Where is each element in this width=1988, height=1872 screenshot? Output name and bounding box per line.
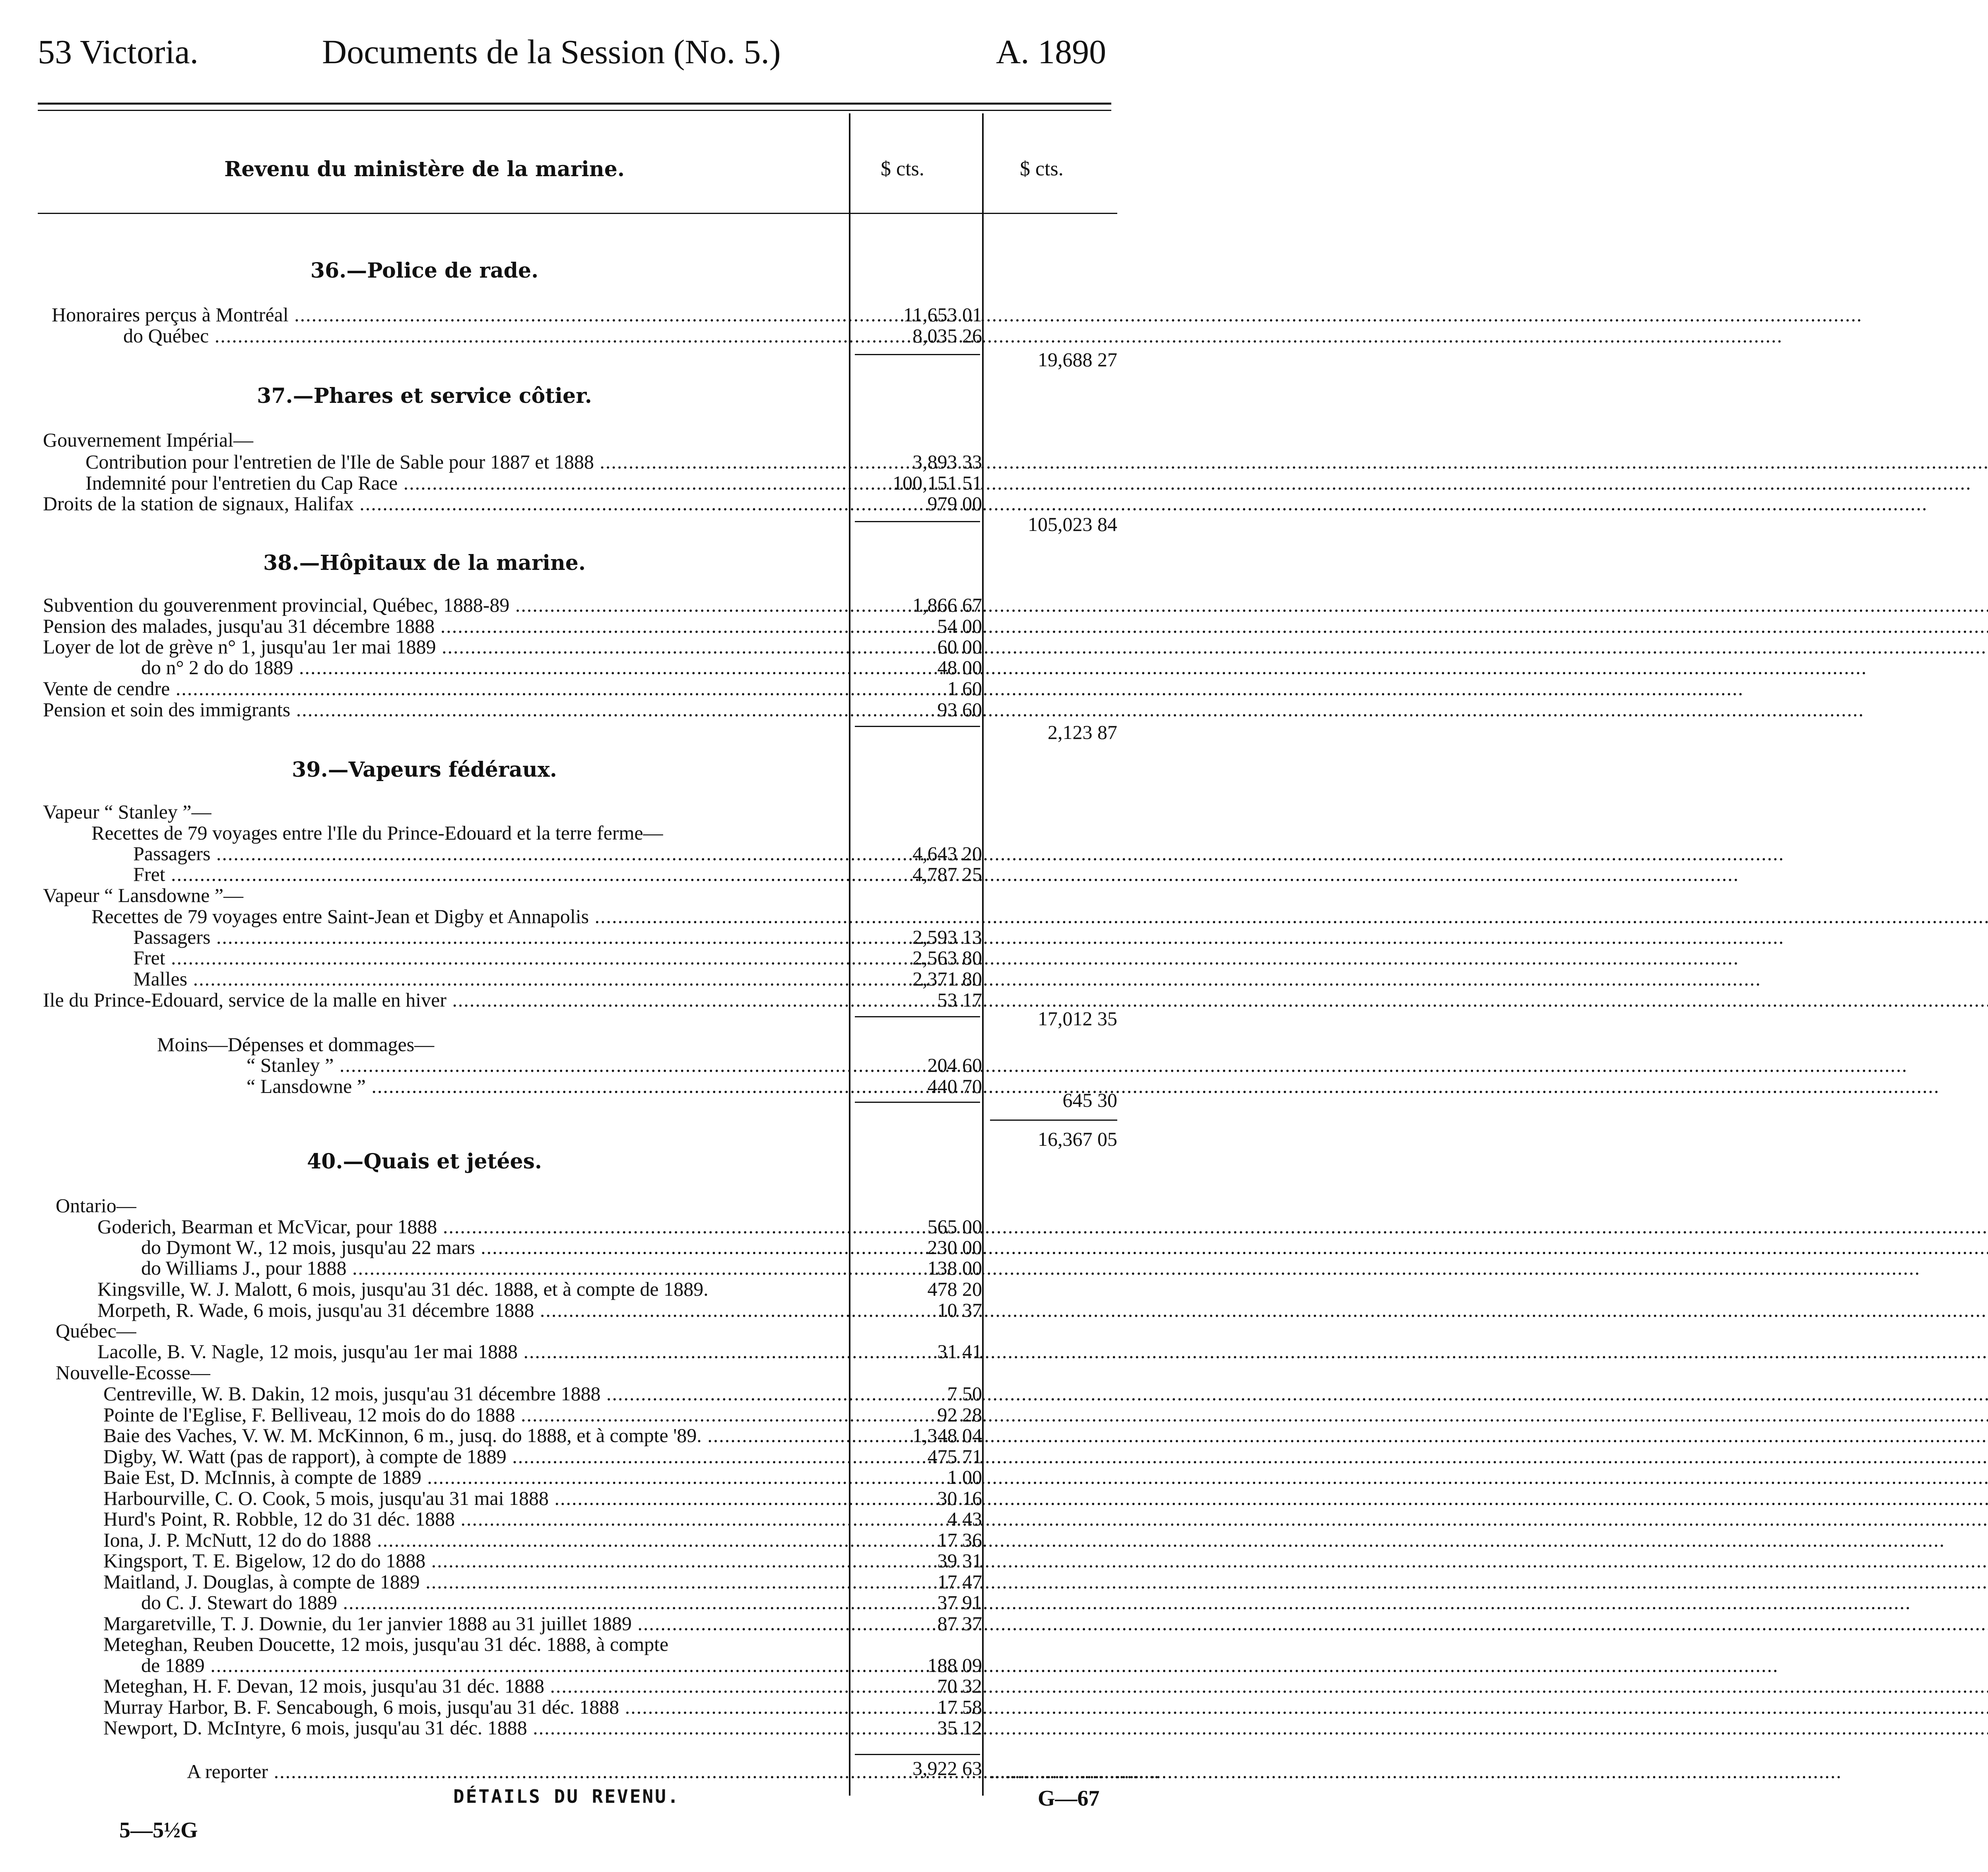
- row-amount: 1 60: [947, 677, 982, 700]
- row-amount: 475 71: [927, 1445, 982, 1468]
- header-center: Documents de la Session (No. 5.): [322, 33, 781, 71]
- row-amount: 11,653 01: [903, 303, 982, 326]
- row-label: de 1889 .....: [141, 1655, 843, 1676]
- col-header-2: $ cts.: [1020, 157, 1064, 180]
- header-rule-top: [38, 103, 1111, 105]
- section-subtotal-39: 17,012 35: [1038, 1007, 1117, 1030]
- subtotal-rule: [855, 521, 980, 522]
- section-total-38: 2,123 87: [1048, 721, 1117, 743]
- trips-heading: Recettes de 79 voyages entre l'Ile du Prince-Edouard et la terre ferme—: [91, 822, 663, 844]
- row-label: Maitland, J. Douglas, à compte de 1889 .....: [103, 1571, 843, 1592]
- carry-forward-label: A reporter .....: [187, 1761, 843, 1782]
- row-label: Goderich, Bearman et McVicar, pour 1888 .....: [97, 1216, 843, 1237]
- row-label: do Dymont W., 12 mois, jusqu'au 22 mars .....: [141, 1237, 843, 1258]
- subtotal-rule: [855, 1016, 980, 1017]
- row-amount: 60 00: [937, 636, 982, 658]
- row-label: Fret .....: [133, 947, 843, 968]
- row-amount: 440 70: [927, 1075, 982, 1097]
- province-heading: Québec—: [56, 1320, 136, 1342]
- row-label: Subvention du gouverenment provincial, Québec, 1888-89 .....: [43, 595, 843, 615]
- row-amount: 138 00: [927, 1257, 982, 1279]
- carry-forward-amount: 3,922 63: [912, 1757, 982, 1779]
- section-title-40: 40.—Quais et jetées.: [307, 1149, 542, 1174]
- row-amount: 8,035 26: [912, 325, 982, 347]
- row-amount: 1,866 67: [912, 594, 982, 616]
- section-title-37: 37.—Phares et service côtier.: [257, 384, 592, 408]
- section-title-38: 38.—Hôpitaux de la marine.: [263, 551, 586, 575]
- row-label: Loyer de lot de grève n° 1, jusqu'au 1er mai 1889 .....: [43, 636, 843, 657]
- row-label: do C. J. Stewart do 1889 .....: [141, 1592, 843, 1613]
- row-amount: 10 37: [937, 1299, 982, 1321]
- table-header-rule: [38, 213, 1117, 214]
- row-label: “ Lansdowne ” .....: [247, 1076, 843, 1096]
- row-label: Kingsville, W. J. Malott, 6 mois, jusqu'au 31 déc. 1888, et à compte de 1889.: [97, 1278, 709, 1300]
- header-rule-bottom: [38, 110, 1111, 111]
- row-amount: 17 47: [937, 1571, 982, 1593]
- row-label: Passagers .....: [133, 843, 843, 864]
- carry-forward-dots: ..................................: [990, 1760, 1159, 1783]
- trips-heading: Recettes de 79 voyages entre Saint-Jean et Digby et Annapolis .....: [91, 906, 843, 927]
- row-label: do n° 2 do do 1889 .....: [141, 657, 843, 678]
- row-amount: 100,151 51: [893, 472, 982, 494]
- row-label: Honoraires perçus à Montréal .....: [52, 304, 843, 325]
- footer-right: G—67: [1038, 1786, 1100, 1811]
- header-right: A. 1890: [996, 33, 1107, 71]
- section-total-37: 105,023 84: [1028, 513, 1117, 535]
- table-title: Revenu du ministère de la marine.: [224, 157, 625, 181]
- row-label: Passagers .....: [133, 927, 843, 947]
- section-title-39: 39.—Vapeurs fédéraux.: [292, 758, 557, 782]
- row-amount: 230 00: [927, 1236, 982, 1258]
- row-label: Indemnité pour l'entretien du Cap Race .....: [85, 472, 843, 493]
- row-amount: 54 00: [937, 615, 982, 637]
- row-amount: 31 41: [937, 1340, 982, 1363]
- row-amount: 37 91: [937, 1591, 982, 1613]
- row-label: Baie Est, D. McInnis, à compte de 1889 .....: [103, 1467, 843, 1487]
- footer-center: DÉTAILS DU REVENU.: [453, 1786, 680, 1807]
- row-amount: 48 00: [937, 656, 982, 678]
- footer-left: 5—5½G: [119, 1818, 198, 1843]
- row-label: Iona, J. P. McNutt, 12 do do 1888 .....: [103, 1530, 843, 1550]
- row-label: Margaretville, T. J. Downie, du 1er janvier 1888 au 31 juillet 1889 .....: [103, 1613, 843, 1634]
- row-amount: 4,787 25: [912, 863, 982, 885]
- row-label: Pointe de l'Eglise, F. Belliveau, 12 mois do do 1888 .....: [103, 1404, 843, 1425]
- section-title-36: 36.—Police de rade.: [310, 259, 539, 283]
- vessel-heading: Vapeur “ Lansdowne ”—: [43, 884, 243, 906]
- row-label: Vente de cendre .....: [43, 678, 843, 699]
- header-left: 53 Victoria.: [38, 33, 199, 71]
- row-amount: 17 58: [937, 1696, 982, 1718]
- row-label: Pension et soin des immigrants .....: [43, 699, 843, 720]
- row-amount: 70 32: [937, 1675, 982, 1697]
- row-amount: 1,348 04: [912, 1424, 982, 1446]
- row-label: Centreville, W. B. Dakin, 12 mois, jusqu'au 31 décembre 1888 .....: [103, 1383, 843, 1404]
- row-amount: 39 31: [937, 1549, 982, 1572]
- row-amount: 478 20: [927, 1278, 982, 1300]
- row-amount: 7 50: [947, 1382, 982, 1405]
- row-label: Contribution pour l'entretien de l'Ile de Sable pour 1887 et 1888 .....: [85, 451, 843, 472]
- subtotal-rule: [855, 354, 980, 355]
- row-amount: 2,563 80: [912, 947, 982, 969]
- row-label: do Williams J., pour 1888 .....: [141, 1258, 843, 1278]
- row-amount: 4 43: [947, 1508, 982, 1530]
- row-amount: 35 12: [937, 1716, 982, 1739]
- row-label: Newport, D. McIntyre, 6 mois, jusqu'au 31 déc. 1888 .....: [103, 1717, 843, 1738]
- group-heading: Gouvernement Impérial—: [43, 429, 253, 451]
- row-amount: 17 36: [937, 1529, 982, 1551]
- row-label: Digby, W. Watt (pas de rapport), à compte de 1889 .....: [103, 1446, 843, 1467]
- row-label: Murray Harbor, B. F. Sencabough, 6 mois, jusqu'au 31 déc. 1888 .....: [103, 1697, 843, 1717]
- col-header-1: $ cts.: [881, 157, 924, 180]
- row-label: Pension des malades, jusqu'au 31 décembre 1888 .....: [43, 616, 843, 636]
- row-label: Morpeth, R. Wade, 6 mois, jusqu'au 31 décembre 1888 .....: [97, 1300, 843, 1320]
- less-total: 645 30: [1062, 1089, 1117, 1111]
- row-label: Baie des Vaches, V. W. M. McKinnon, 6 m., jusq. do 1888, et à compte '89. .....: [103, 1425, 843, 1446]
- subtotal-rule: [855, 726, 980, 727]
- row-amount: 979 00: [927, 492, 982, 515]
- net-rule: [990, 1120, 1117, 1121]
- row-label: Meteghan, Reuben Doucette, 12 mois, jusqu'au 31 déc. 1888, à compte: [103, 1633, 669, 1655]
- row-label: “ Stanley ” .....: [247, 1055, 843, 1075]
- row-amount: 87 37: [937, 1612, 982, 1635]
- row-label: Droits de la station de signaux, Halifax .....: [43, 493, 843, 514]
- row-amount: 2,371 80: [912, 968, 982, 990]
- row-label: do Québec .....: [123, 325, 843, 346]
- reporter-rule: [855, 1754, 980, 1755]
- section-net-39: 16,367 05: [1038, 1128, 1117, 1150]
- row-label: Harbourville, C. O. Cook, 5 mois, jusqu'au 31 mai 1888 .....: [103, 1488, 843, 1508]
- row-amount: 53 17: [937, 989, 982, 1011]
- row-amount: 1 00: [947, 1466, 982, 1488]
- row-amount: 188 09: [927, 1654, 982, 1676]
- row-label: Ile du Prince-Edouard, service de la malle en hiver .....: [43, 989, 843, 1010]
- row-amount: 204 60: [927, 1054, 982, 1076]
- row-amount: 565 00: [927, 1215, 982, 1238]
- province-heading: Nouvelle-Ecosse—: [56, 1361, 210, 1384]
- row-label: Hurd's Point, R. Robble, 12 do 31 déc. 1888 .....: [103, 1508, 843, 1529]
- row-label: Lacolle, B. V. Nagle, 12 mois, jusqu'au 1er mai 1888 .....: [97, 1341, 843, 1362]
- row-amount: 30 16: [937, 1487, 982, 1509]
- row-amount: 3,893 33: [912, 451, 982, 473]
- row-label: Malles .....: [133, 968, 843, 989]
- row-amount: 2,593 13: [912, 926, 982, 948]
- row-label: Meteghan, H. F. Devan, 12 mois, jusqu'au 31 déc. 1888 .....: [103, 1676, 843, 1696]
- less-heading: Moins—Dépenses et dommages—: [157, 1033, 435, 1056]
- row-amount: 93 60: [937, 698, 982, 721]
- subtotal-rule: [855, 1102, 980, 1103]
- section-total-36: 19,688 27: [1038, 348, 1117, 371]
- province-heading: Ontario—: [56, 1194, 136, 1217]
- row-label: Kingsport, T. E. Bigelow, 12 do do 1888 .....: [103, 1550, 843, 1571]
- row-amount: 4,643 20: [912, 842, 982, 865]
- vessel-heading: Vapeur “ Stanley ”—: [43, 801, 212, 823]
- row-label: Fret .....: [133, 864, 843, 884]
- row-amount: 92 28: [937, 1404, 982, 1426]
